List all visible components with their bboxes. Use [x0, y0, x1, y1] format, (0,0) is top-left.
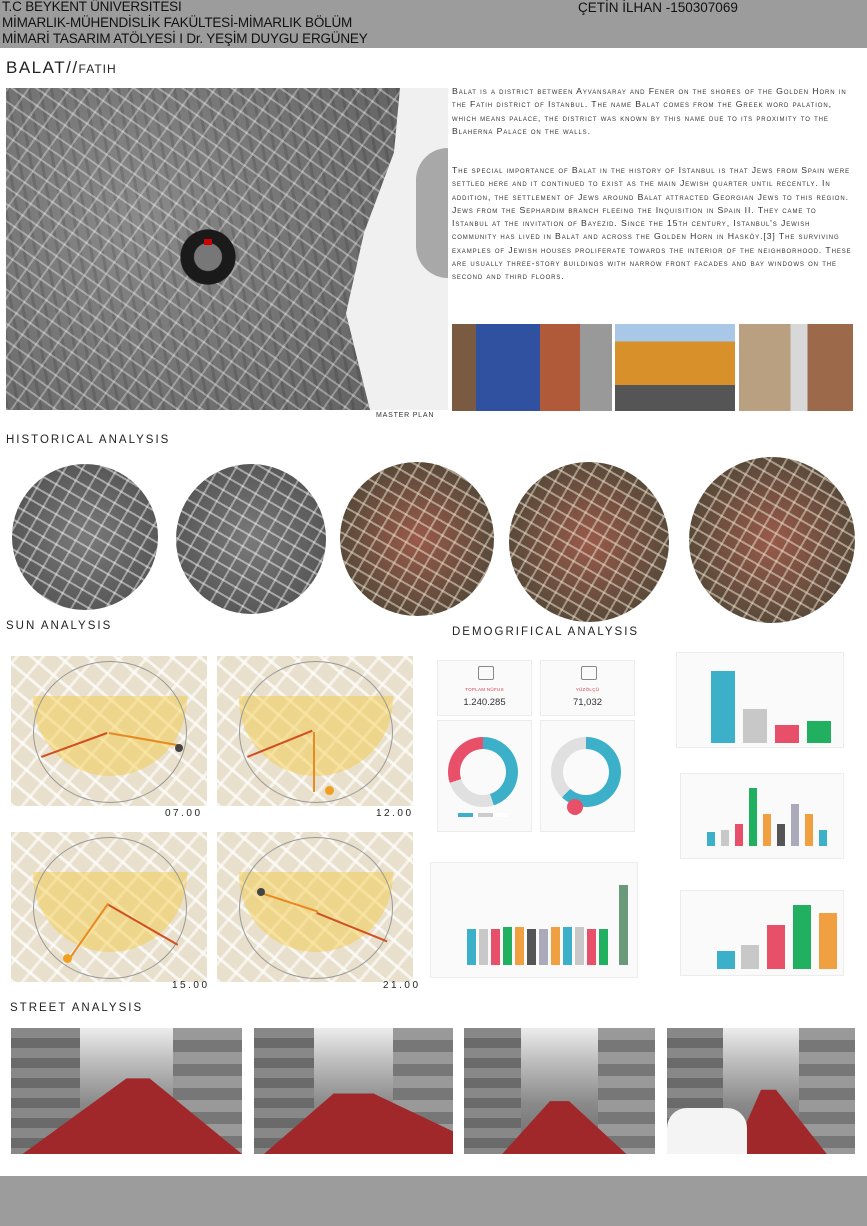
bar	[793, 905, 811, 969]
demographic-analysis-title: DEMOGRIFICAL ANALYSIS	[452, 626, 640, 638]
historical-analysis-title: HISTORICAL ANALYSIS	[6, 434, 171, 446]
bar	[479, 929, 488, 965]
street-photo-2	[254, 1028, 453, 1154]
bar	[775, 725, 799, 743]
university-name: T.C BEYKENT ÜNİVERSİTESİ	[2, 0, 182, 14]
master-plan-image	[6, 88, 448, 410]
balat-photo-orange-house	[615, 324, 735, 411]
sun-time-1500: 15.00	[172, 980, 210, 991]
sun-ray	[313, 732, 315, 792]
bar	[749, 788, 757, 846]
bar	[791, 804, 799, 846]
master-plan-caption: MASTER PLAN	[376, 412, 435, 419]
parked-car	[667, 1108, 747, 1154]
sun-time-0700: 07.00	[165, 808, 203, 819]
highlight-dot	[567, 799, 583, 815]
donut-hole	[460, 749, 506, 795]
sun-time-1200: 12.00	[376, 808, 414, 819]
bar	[527, 929, 536, 965]
sun-position-dot	[63, 954, 72, 963]
sun-dome	[239, 661, 393, 803]
header-bar	[0, 0, 867, 48]
chart-card-1	[676, 652, 844, 748]
bar	[777, 824, 785, 846]
chart-card-4	[680, 890, 844, 976]
street-photo-4	[667, 1028, 855, 1154]
home-icon	[581, 666, 597, 680]
balat-photo-blue-building	[452, 324, 612, 411]
bar	[599, 929, 608, 965]
street-photo-1	[11, 1028, 242, 1154]
bar	[711, 671, 735, 743]
site-model-marker	[176, 225, 240, 289]
sun-diagram-1500	[11, 832, 207, 982]
site-highlight	[204, 239, 212, 245]
population-label: TOPLAM NÜFUS	[465, 687, 504, 692]
title-main: BALAT//	[6, 58, 79, 77]
street-building-right	[598, 1028, 655, 1154]
historical-aerial-3	[340, 462, 494, 616]
bar	[717, 951, 735, 969]
sun-diagram-1200	[217, 656, 413, 806]
bar	[805, 814, 813, 846]
bar	[707, 832, 715, 846]
area-label: YÜZÖLÇÜ	[575, 687, 600, 692]
historical-aerial-1	[12, 464, 158, 610]
title-sub: FATIH	[78, 62, 117, 76]
sun-diagram-0700	[11, 656, 207, 806]
bar	[551, 927, 560, 965]
bar	[735, 824, 743, 846]
historical-aerial-4	[509, 462, 669, 622]
donut-hole	[563, 749, 609, 795]
bar	[467, 929, 476, 965]
population-card	[437, 660, 532, 716]
sun-position-dot	[175, 744, 183, 752]
bar	[819, 830, 827, 846]
age-group-donut	[448, 737, 518, 807]
studio-name: MİMARİ TASARIM ATÖLYESİ I Dr. YEŞİM DUYGU ERGÜNEY	[2, 31, 368, 46]
bar	[767, 925, 785, 969]
bar	[563, 927, 572, 965]
historical-aerial-2	[176, 464, 326, 614]
bar	[807, 721, 831, 743]
sun-dome	[239, 837, 393, 979]
sun-diagram-2100	[217, 832, 413, 982]
bar	[619, 885, 628, 965]
sun-dome	[33, 837, 187, 979]
area-card	[540, 660, 635, 716]
bar	[491, 929, 500, 965]
street-analysis-title: STREET ANALYSIS	[10, 1002, 144, 1014]
author-name: ÇETİN İLHAN -150307069	[578, 0, 738, 15]
chart-card-2	[680, 773, 844, 859]
footer-bar	[0, 1176, 867, 1226]
people-icon	[478, 666, 494, 680]
street-building-left	[464, 1028, 521, 1154]
street-photo-3	[464, 1028, 655, 1154]
sun-analysis-title: SUN ANALYSIS	[6, 620, 113, 632]
bar	[503, 927, 512, 965]
sun-position-dot	[325, 786, 334, 795]
shore-edge	[416, 148, 448, 278]
bar	[743, 709, 767, 743]
chart-card-3	[430, 862, 638, 978]
population-value: 1.240.285	[463, 697, 506, 708]
bar	[575, 927, 584, 965]
balat-photo-street-houses	[739, 324, 853, 411]
age-group-card	[437, 720, 532, 832]
faculty-name: MİMARLIK-MÜHENDİSLİK FAKÜLTESİ-MİMARLIK BÖLÜM	[2, 15, 353, 30]
sun-position-dot	[257, 888, 265, 896]
sun-time-2100: 21.00	[383, 980, 421, 991]
bar	[763, 814, 771, 846]
employment-donut	[551, 737, 621, 807]
bar	[539, 929, 548, 965]
employment-card	[540, 720, 635, 832]
area-value: 71,032	[572, 697, 603, 708]
historical-aerial-5	[689, 457, 855, 623]
bar	[741, 945, 759, 969]
page-title	[6, 58, 117, 78]
description-paragraph-2: The special importance of Balat in the history of Istanbul is that Jews from Spain were settled here and it continued to exist as the main Jewish quarter until recently. In addition, the settlement of Jews around Balat attracted Georgian Jews to this region. Jews from the Sephardim branch fleeing the Inquisition in Spain II. They came to Istanbul at the invitation of Bayezid. Since the 15th century, Istanbul's Jewish community has lived in Balat and across the Golden Horn in Hasköy.[3] The surviving examples of Jewish houses proliferate towards the interior of the neighborhood. These are usually three-story buildings with narrow front facades and bay windows on the second and third floors.	[452, 165, 852, 282]
bar	[819, 913, 837, 969]
bar	[721, 830, 729, 846]
bar	[515, 927, 524, 965]
bar	[587, 929, 596, 965]
donut-legend	[458, 813, 508, 817]
description-paragraph-1: Balat is a district between Ayvansaray and Fener on the shores of the Golden Horn in the Fatih district of Istanbul. The name Balat comes from the Greek word palation, which means palace, the district was known by this name due to its proximity to the Blaherna Palace on the walls.	[452, 86, 847, 136]
